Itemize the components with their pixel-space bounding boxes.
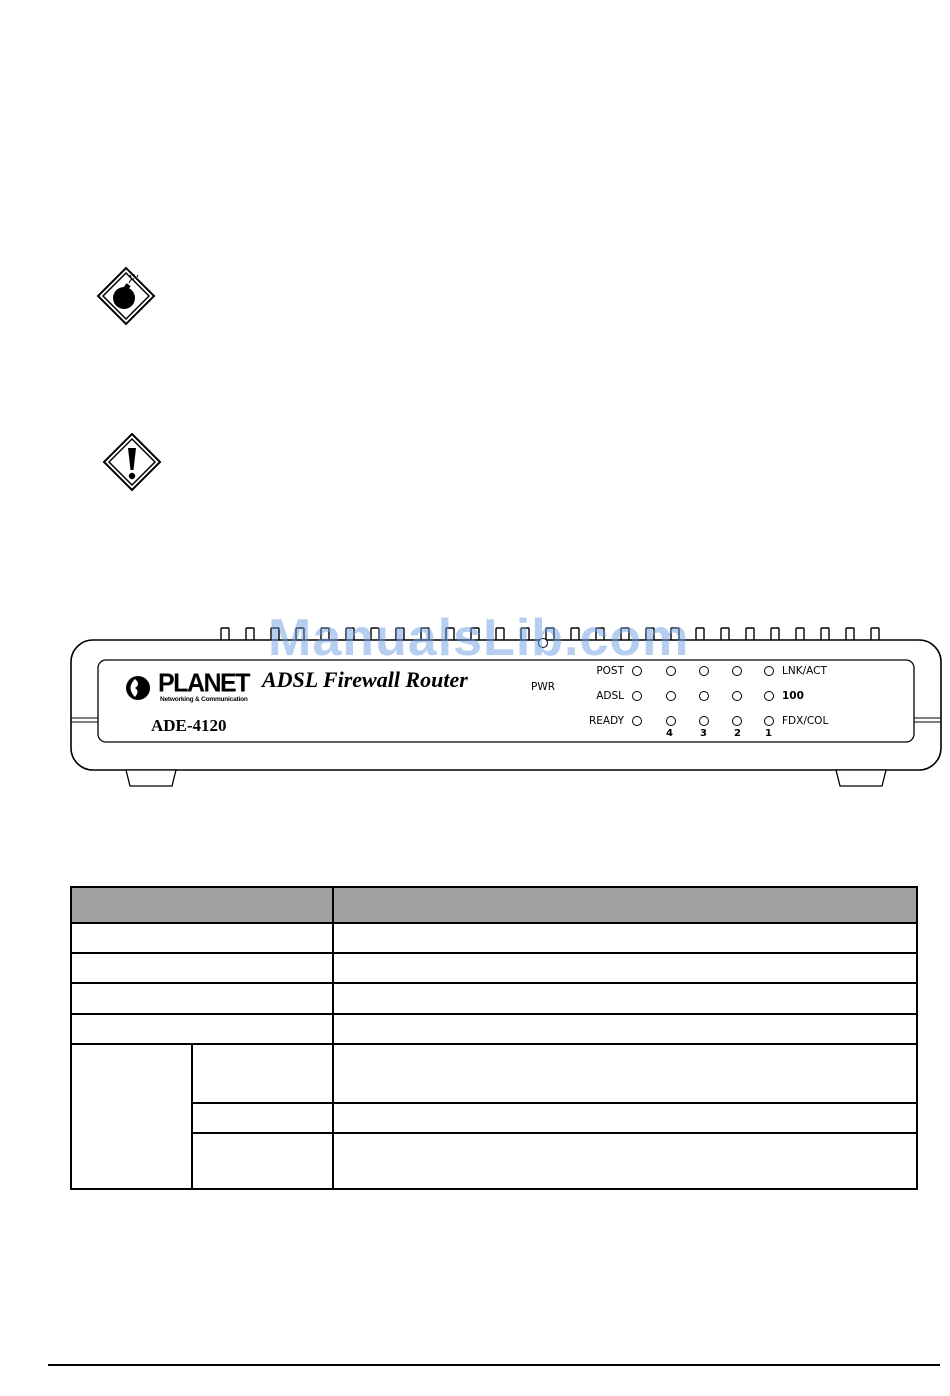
table-row [72,954,916,982]
lan-led-label-lnk-act: LNK/ACT [782,665,827,677]
brand-logo-wordmark: PLANET [158,668,249,698]
footer-divider [48,1364,940,1366]
model-label: ADE-4120 [151,716,227,735]
lan-led-label-100: 100 [782,690,804,702]
product-name: ADSL Firewall Router [262,667,468,692]
port-number: 4 [666,728,673,739]
table-row-group [72,1045,916,1188]
watermark: ManualsLib.com [268,609,690,667]
lan-led-label-fdx-col: FDX/COL [782,715,829,727]
table-header-row [72,888,916,922]
port-number: 3 [700,728,707,739]
status-led-label-post: POST [596,665,624,677]
port-number: 2 [734,728,741,739]
table-row [72,984,916,1013]
port-number: 1 [765,728,772,739]
led-description-table [70,886,918,1190]
table-row [72,924,916,952]
exclamation-caution-icon [102,432,162,492]
brand-tagline: Networking & Communication [160,696,248,703]
bomb-warning-icon [96,266,156,326]
status-led-label-adsl: ADSL [596,690,624,702]
power-led-label: PWR [531,681,556,693]
status-led-label-ready: READY [588,715,624,727]
table-row [72,1015,916,1043]
